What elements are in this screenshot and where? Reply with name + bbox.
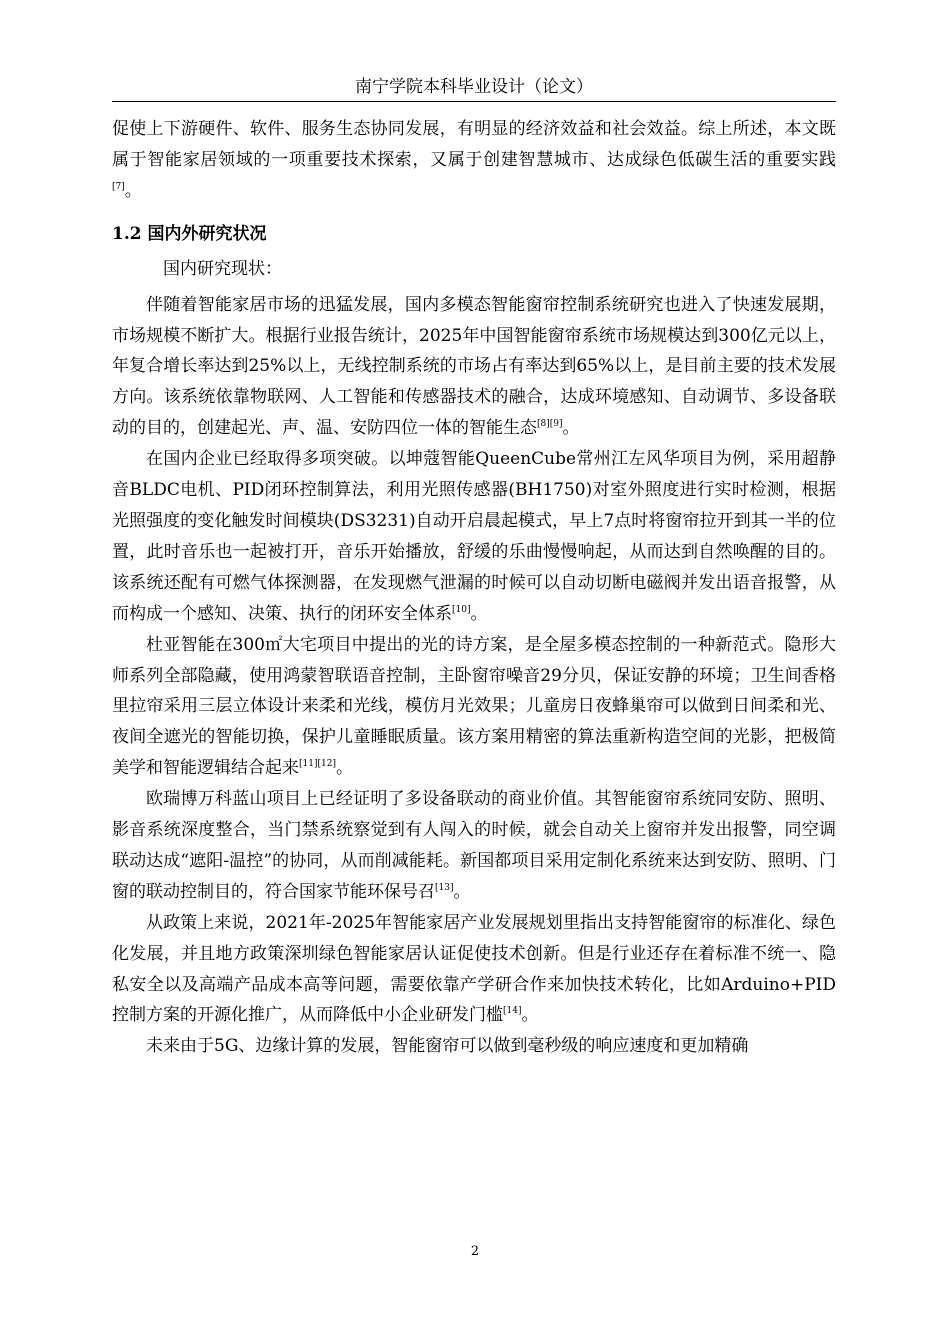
citation: [10] [452, 604, 471, 615]
citation: [8][9] [537, 419, 563, 430]
header-divider [112, 101, 836, 102]
paragraph-policy: 从政策上来说，2021年-2025年智能家居产业发展规划里指出支持智能窗帘的标准化、绿色化发展，并且地方政策深圳绿色智能家居认证促使技术创新。但是行业还存在着标准不统一、隐私安全以及高端产品成本高等问题，需要依靠产学研合作来加快技术转化，比如Arduino+PID控制方案的开源化推广，从而降低中小企业研发门槛[14]。 [112, 912, 836, 1026]
paragraph-duya: 杜亚智能在300㎡大宅项目中提出的光的诗方案，是全屋多模态控制的一种新范式。隐形大师系列全部隐藏，使用鸿蒙智联语音控制，主卧窗帘噪音29分贝，保证安静的环境；卫生间香格里拉帘采用三层立体设计来柔和光线，模仿月光效果；儿童房日夜蜂巢帘可以做到日间柔和光、夜间全遮光的智能切换，保护儿童睡眠质量。该方案用精密的算法重新构造空间的光影，把极简美学和智能逻辑结合起来[11][12]。 [112, 634, 836, 779]
citation: [7] [112, 181, 125, 192]
citation: [11][12] [299, 759, 336, 770]
paragraph-future: 未来由于5G、边缘计算的发展，智能窗帘可以做到毫秒级的响应速度和更加精确 [146, 1036, 749, 1057]
section-heading: 1.2 国内外研究状况 [112, 223, 267, 244]
citation: [14] [503, 1006, 522, 1017]
paragraph-continuation: 促使上下游硬件、软件、服务生态协同发展，有明显的经济效益和社会效益。综上所述，本文既属于智能家居领域的一项重要技术探索，又属于创建智慧城市、达成绿色低碳生活的重要实践[7]。 [112, 119, 836, 201]
page-number: 2 [470, 1244, 480, 1259]
paragraph-queencube: 在国内企业已经取得多项突破。以坤蔻智能QueenCube常州江左风华项目为例，采用超静音BLDC电机、PID闭环控制算法，利用光照传感器(BH1750)对室外照度进行实时检测，根据光照强度的变化触发时间模块(DS3231)自动开启晨起模式，早上7点时将窗帘拉开到其一半的位置，此时音乐也一起被打开，音乐开始播放，舒缓的乐曲慢慢响起，从而达到自然唤醒的目的。该系统还配有可燃气体探测器，在发现燃气泄漏的时候可以自动切断电磁阀并发出语音报警，从而构成一个感知、决策、执行的闭环安全体系[10]。 [112, 449, 836, 624]
subheading-domestic: 国内研究现状： [163, 258, 282, 279]
paragraph-market: 伴随着智能家居市场的迅猛发展，国内多模态智能窗帘控制系统研究也进入了快速发展期，市场规模不断扩大。根据行业报告统计，2025年中国智能窗帘系统市场规模达到300亿元以上，年复合增长率达到25%以上，无线控制系统的市场占有率达到65%以上，是目前主要的技术发展方向。该系统依靠物联网、人工智能和传感器技术的融合，达成环境感知、自动调节、多设备联动的目的，创建起光、声、温、安防四位一体的智能生态[8][9]。 [112, 294, 836, 439]
document-body [112, 114, 836, 1062]
paragraph-orvibo: 欧瑞博万科蓝山项目上已经证明了多设备联动的商业价值。其智能窗帘系统同安防、照明、影音系统深度整合，当门禁系统察觉到有人闯入的时候，就会自动关上窗帘并发出报警，同空调联动达成“遮阳-温控”的协同，从而削减能耗。新国都项目采用定制化系统来达到安防、照明、门窗的联动控制目的，符合国家节能环保号召[13]。 [112, 789, 836, 902]
citation: [13] [435, 882, 454, 893]
page-header: 南宁学院本科毕业设计（论文） [355, 77, 593, 97]
